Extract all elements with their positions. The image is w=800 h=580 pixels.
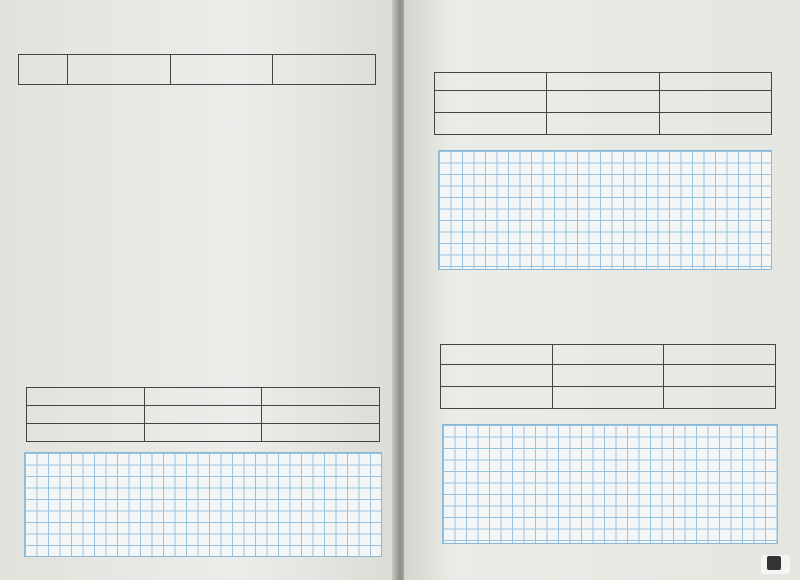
grid-area-14 <box>438 150 772 270</box>
grid-area-13 <box>24 452 382 557</box>
task-12-table <box>18 54 376 85</box>
table-row <box>441 387 776 409</box>
table-row <box>27 424 380 442</box>
table-header-cell <box>435 73 547 91</box>
task-13 <box>18 340 368 354</box>
table-header-cell <box>262 388 380 406</box>
table-row <box>441 365 776 387</box>
watermark-logo <box>761 555 790 574</box>
table-header-cell <box>273 55 376 85</box>
task-13-table <box>26 387 380 442</box>
task-15 <box>442 284 776 298</box>
table-header-row <box>435 73 772 91</box>
table-row <box>435 113 772 135</box>
task-14-table <box>434 72 772 135</box>
table-header-cell <box>144 388 262 406</box>
table-header-cell <box>659 73 771 91</box>
table-header-row <box>441 345 776 365</box>
table-row <box>435 91 772 113</box>
table-header-row <box>27 388 380 406</box>
table-header-cell <box>27 388 145 406</box>
table-header-cell <box>664 345 776 365</box>
table-header-cell <box>441 345 553 365</box>
table-header-cell <box>19 55 68 85</box>
right-page <box>404 0 800 580</box>
table-header-cell <box>170 55 273 85</box>
table-row <box>27 406 380 424</box>
left-page <box>0 0 396 580</box>
table-header-cell <box>552 345 664 365</box>
table-header-cell <box>68 55 171 85</box>
table-header-cell <box>547 73 659 91</box>
task-12 <box>18 22 368 36</box>
grid-area-15 <box>442 424 778 544</box>
logo-icon <box>767 556 781 570</box>
table-header-row <box>19 55 376 85</box>
task-15-table <box>440 344 776 409</box>
task-14 <box>430 12 780 26</box>
